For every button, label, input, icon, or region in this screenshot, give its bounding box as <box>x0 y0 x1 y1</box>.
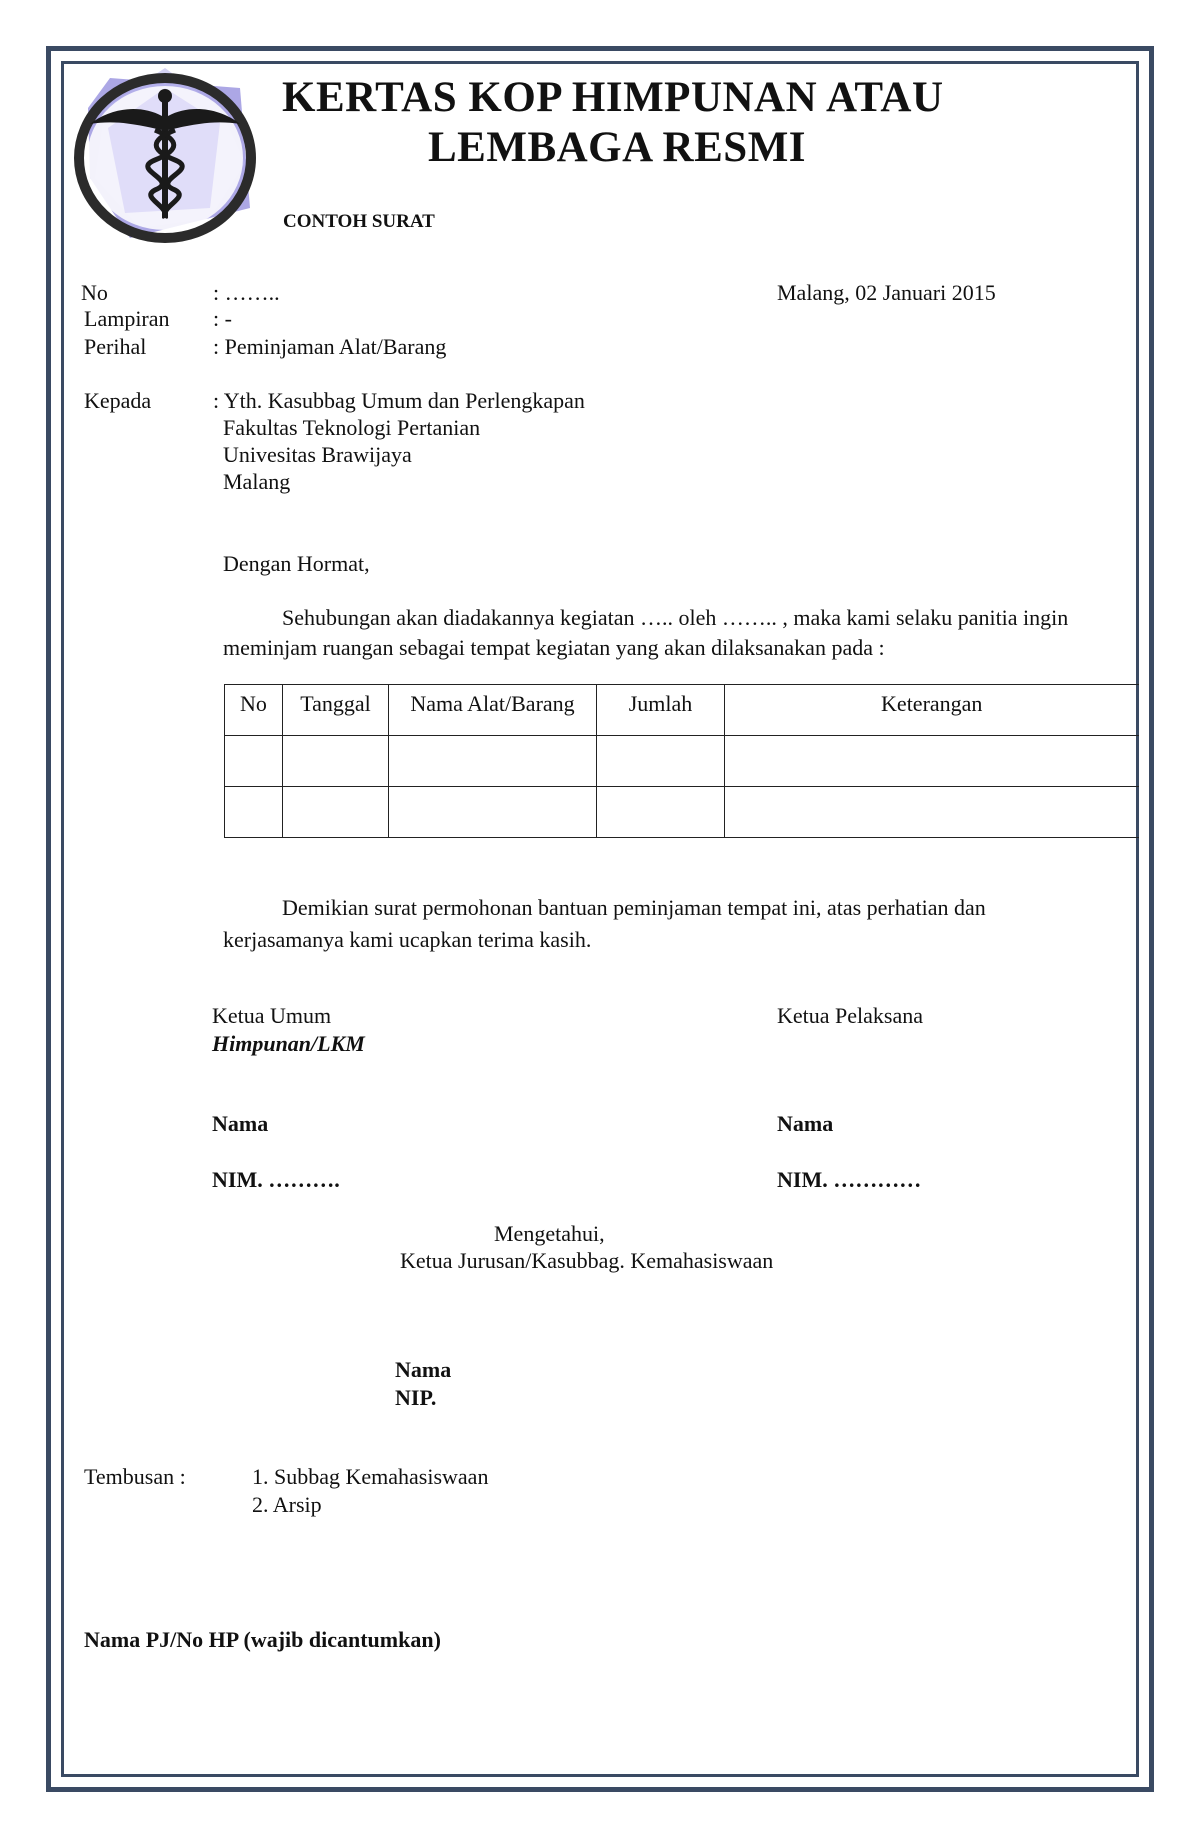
items-table <box>224 684 1139 838</box>
approval-nip: NIP. <box>395 1385 437 1410</box>
cc-label: Tembusan : <box>84 1464 186 1489</box>
table-header-row <box>225 685 1139 736</box>
paragraph2-line2: kerjasamanya kami ucapkan terima kasih. <box>223 927 592 952</box>
right-signer-role: Ketua Pelaksana <box>777 1003 923 1028</box>
letter-date: Malang, 02 Januari 2015 <box>777 280 996 305</box>
table-cell <box>597 736 725 787</box>
left-signer-org: Himpunan/LKM <box>212 1031 365 1056</box>
table-row <box>225 736 1139 787</box>
table-header-tanggal: Tanggal <box>283 685 389 736</box>
table-cell <box>389 736 597 787</box>
table-cell <box>725 787 1139 838</box>
logo <box>70 68 260 244</box>
left-signer-name: Nama <box>212 1111 269 1136</box>
cc-item-2: 2. Arsip <box>252 1492 322 1517</box>
lampiran-value: : - <box>213 306 232 331</box>
table-row <box>225 787 1139 838</box>
cc-item-1: 1. Subbag Kemahasiswaan <box>252 1464 489 1489</box>
table-header-nama: Nama Alat/Barang <box>389 685 597 736</box>
perihal-label: Perihal <box>84 334 147 359</box>
perihal-value: : Peminjaman Alat/Barang <box>213 334 447 359</box>
paragraph2-line1: Demikian surat permohonan bantuan peminjaman tempat ini, atas perhatian dan <box>282 895 986 920</box>
table-cell <box>389 787 597 838</box>
table-header-keterangan: Keterangan <box>725 685 1139 736</box>
approval-heading: Mengetahui, <box>494 1221 605 1246</box>
lampiran-label: Lampiran <box>84 306 170 331</box>
table-cell <box>283 787 389 838</box>
table-header-jumlah: Jumlah <box>597 685 725 736</box>
right-signer-nim: NIM. ………… <box>777 1167 922 1192</box>
left-signer-role: Ketua Umum <box>212 1003 332 1028</box>
paragraph1-line1: Sehubungan akan diadakannya kegiatan ….. oleh …….. , maka kami selaku panitia ingin <box>282 605 1069 630</box>
approval-role: Ketua Jurusan/Kasubbag. Kemahasiswaan <box>400 1248 774 1273</box>
letterhead-title-line2: LEMBAGA RESMI <box>428 124 807 171</box>
left-signer-nim: NIM. ………. <box>212 1167 340 1192</box>
recipient-line2: Fakultas Teknologi Pertanian <box>223 415 481 440</box>
recipient-line1: : Yth. Kasubbag Umum dan Perlengkapan <box>213 388 585 413</box>
no-value: : …….. <box>213 280 280 305</box>
letterhead-title-line1: KERTAS KOP HIMPUNAN ATAU <box>282 74 944 121</box>
table-cell <box>225 736 283 787</box>
caduceus-icon <box>70 68 260 244</box>
greeting: Dengan Hormat, <box>223 551 370 576</box>
table-cell <box>225 787 283 838</box>
table-cell <box>597 787 725 838</box>
table-header-no: No <box>225 685 283 736</box>
table-cell <box>725 736 1139 787</box>
approval-name: Nama <box>395 1357 452 1382</box>
recipient-line4: Malang <box>223 469 291 494</box>
right-signer-name: Nama <box>777 1111 834 1136</box>
paragraph1-line2: meminjam ruangan sebagai tempat kegiatan yang akan dilaksanakan pada : <box>223 635 885 660</box>
footer-note: Nama PJ/No HP (wajib dicantumkan) <box>84 1627 441 1652</box>
no-label: No <box>81 280 108 305</box>
letter-subtitle: CONTOH SURAT <box>283 211 435 232</box>
kepada-label: Kepada <box>84 388 152 413</box>
recipient-line3: Univesitas Brawijaya <box>223 442 412 467</box>
table-cell <box>283 736 389 787</box>
